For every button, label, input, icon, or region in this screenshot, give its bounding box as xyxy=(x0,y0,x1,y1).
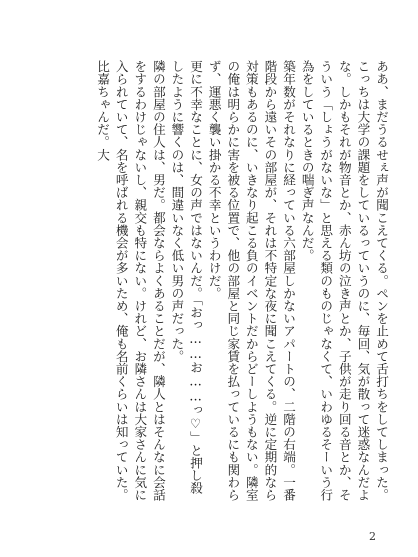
page-number: 2 xyxy=(369,530,376,543)
paragraph-4: 隣の部屋の住人は、男だ。都会ならよくあることだが、隣人とはそんなに会話をするわけじゃないし、親交も特にない。けれど、お隣さんは大家さんに気に入られていて、名を呼ばれる機会が多いため、俺も名前くらいは知っていた。比嘉ちゃんだ。大 xyxy=(95,60,166,501)
paragraph-2: 築年数がそれなりに経っている六部屋しかないアパートの、二階の右端。一番階段から遠いその部屋が、それは不特定な夜に聞こえてくる。逆に定期的なら対策もあるのに、いきなり起こる負のイベントだからどーしようもない。隣室の俺は明らかに害を被る位置で、他の部屋と同じ家賃を払っているにも関わらず、運悪く襲い掛かる不幸というわけだ。 xyxy=(206,60,297,501)
paragraph-1: ああ、まだうるせぇ声が聞こえてくる。ペンを止めて舌打ちをしてしまった。こっちは大学の課題をしているっていうのに、毎回、気が散って迷惑なんだよな。しかもそれが物音とか、赤ん坊の泣き声とか、子供が走り回る音とか、そういう「しょうがないな」と思える類のものじゃなくて、いわゆるそーいう行為をしているときの喘ぎ声なんだ。 xyxy=(299,60,389,501)
body-text xyxy=(26,60,390,505)
paragraph-3: 更に不幸なことに、女の声ではないんだ。「おっ……お……っ♡」と押し殺したように響くのは、間違いなく低い男の声だった。 xyxy=(169,60,204,495)
